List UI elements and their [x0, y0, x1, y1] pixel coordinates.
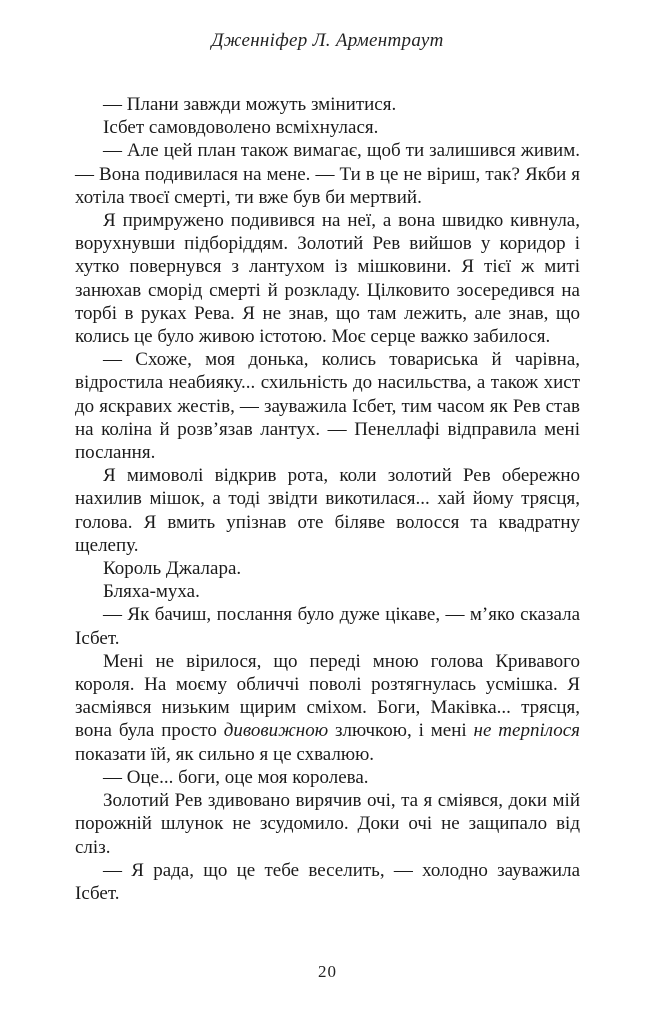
text-run: — Схоже, моя донька, колись товариська й чарівна, відростила неабияку... схильність до насильства, а також хист до яскравих жестів, — зауважила Ісбет, тим часом як Рев став на коліна й розв’язав лантух. — Пенеллафі відправила мені послання. — [75, 349, 580, 464]
paragraph — [75, 116, 580, 139]
paragraph — [75, 603, 580, 649]
paragraph — [75, 580, 580, 603]
page-number: 20 — [318, 962, 337, 981]
paragraph — [75, 766, 580, 789]
text-run: Я мимоволі відкрив рота, коли золотий Рев обережно нахилив мішок, а тоді звідти викотилася... хай йому трясця, голова. Я вмить упізнав оте біляве волосся та квадратну щелепу. — [75, 465, 580, 556]
italic-text-run: не терпілося — [473, 720, 581, 742]
text-run: Золотий Рев здивовано вирячив очі, та я сміявся, доки мій порожній шлунок не зсудомило. Доки очі не защипало від сліз. — [75, 790, 580, 858]
text-run: — Оце... боги, оце моя королева. — [103, 766, 369, 788]
paragraph — [75, 859, 580, 905]
text-run: Бляха-муха. — [103, 581, 200, 603]
paragraph — [75, 464, 580, 557]
text-run: — Я рада, що це тебе веселить, — холодно зауважила Ісбет. — [75, 859, 580, 904]
paragraph — [75, 139, 580, 209]
paragraph — [75, 650, 580, 766]
italic-text-run: дивовижною — [223, 720, 329, 742]
text-run: Ісбет самовдоволено всміхнулася. — [103, 117, 379, 139]
running-header-author: Дженніфер Л. Арментраут — [211, 30, 444, 51]
paragraph — [75, 348, 580, 464]
paragraph — [75, 93, 580, 116]
text-run: Я примружено подивився на неї, а вона швидко кивнула, ворухнувши підборіддям. Золотий Рев вийшов у коридор і хутко повернувся з лантухом із мішковини. Я тієї ж миті занюхав сморід смерті й розкладу. Цілковито зосередився на торбі в руках Рева. Я не знав, що там лежить, але знав, що колись це було живою істотою. Моє серце важко забилося. — [75, 210, 580, 348]
text-run: показати їй, як сильно я це схвалюю. — [75, 743, 375, 765]
body-text — [75, 93, 580, 905]
text-run: — Але цей план також вимагає, щоб ти залишився живим. — Вона подивилася на мене. — Ти в це не віриш, так? Якби я хотіла твоєї смерті, ти вже був би мертвий. — [75, 140, 580, 208]
paragraph — [75, 557, 580, 580]
paragraph — [75, 789, 580, 859]
text-run: Мені не вірилося, що переді мною голова Кривавого короля. На моєму обличчі поволі розтягнулась усмішка. Я засміявся низьким щирим сміхом. Боги, Маківка... трясця, вона була просто — [75, 650, 580, 742]
text-run: — Плани завжди можуть змінитися. — [103, 94, 397, 115]
text-run: — Як бачиш, послання було дуже цікаве, — м’яко сказала Ісбет. — [75, 604, 580, 649]
paragraph — [75, 209, 580, 348]
text-run: Король Джалара. — [103, 558, 242, 580]
text-run: злючкою, і мені — [328, 720, 474, 742]
